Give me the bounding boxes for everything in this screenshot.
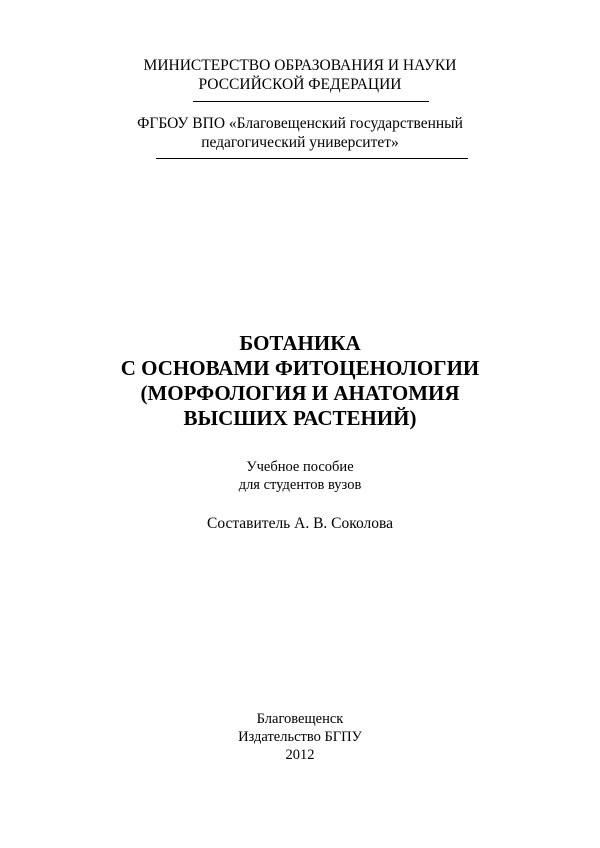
subtitle-line-2: для студентов вузов (238, 477, 362, 493)
imprint-year: 2012 (285, 747, 315, 763)
title-line-3: (МОРФОЛОГИЯ И АНАТОМИЯ (140, 381, 460, 405)
imprint-city: Благовещенск (256, 711, 344, 727)
institution-line-1: ФГБОУ ВПО «Благовещенский государственный (137, 115, 463, 132)
imprint-publisher: Издательство БГПУ (238, 729, 362, 745)
title-line-4: ВЫСШИХ РАСТЕНИЙ) (183, 406, 417, 430)
ministry-line-2: РОССИЙСКОЙ ФЕДЕРАЦИИ (198, 76, 402, 93)
compiler-line: Составитель А. В. Соколова (206, 515, 394, 532)
header-divider-2 (156, 158, 468, 159)
subtitle-line-1: Учебное пособие (246, 459, 354, 475)
header-divider-1 (193, 101, 429, 102)
institution-line-2: педагогический университет» (201, 134, 399, 151)
ministry-line-1: МИНИСТЕРСТВО ОБРАЗОВАНИЯ И НАУКИ (143, 57, 457, 74)
title-line-2: С ОСНОВАМИ ФИТОЦЕНОЛОГИИ (120, 356, 480, 380)
title-line-1: БОТАНИКА (239, 331, 361, 355)
